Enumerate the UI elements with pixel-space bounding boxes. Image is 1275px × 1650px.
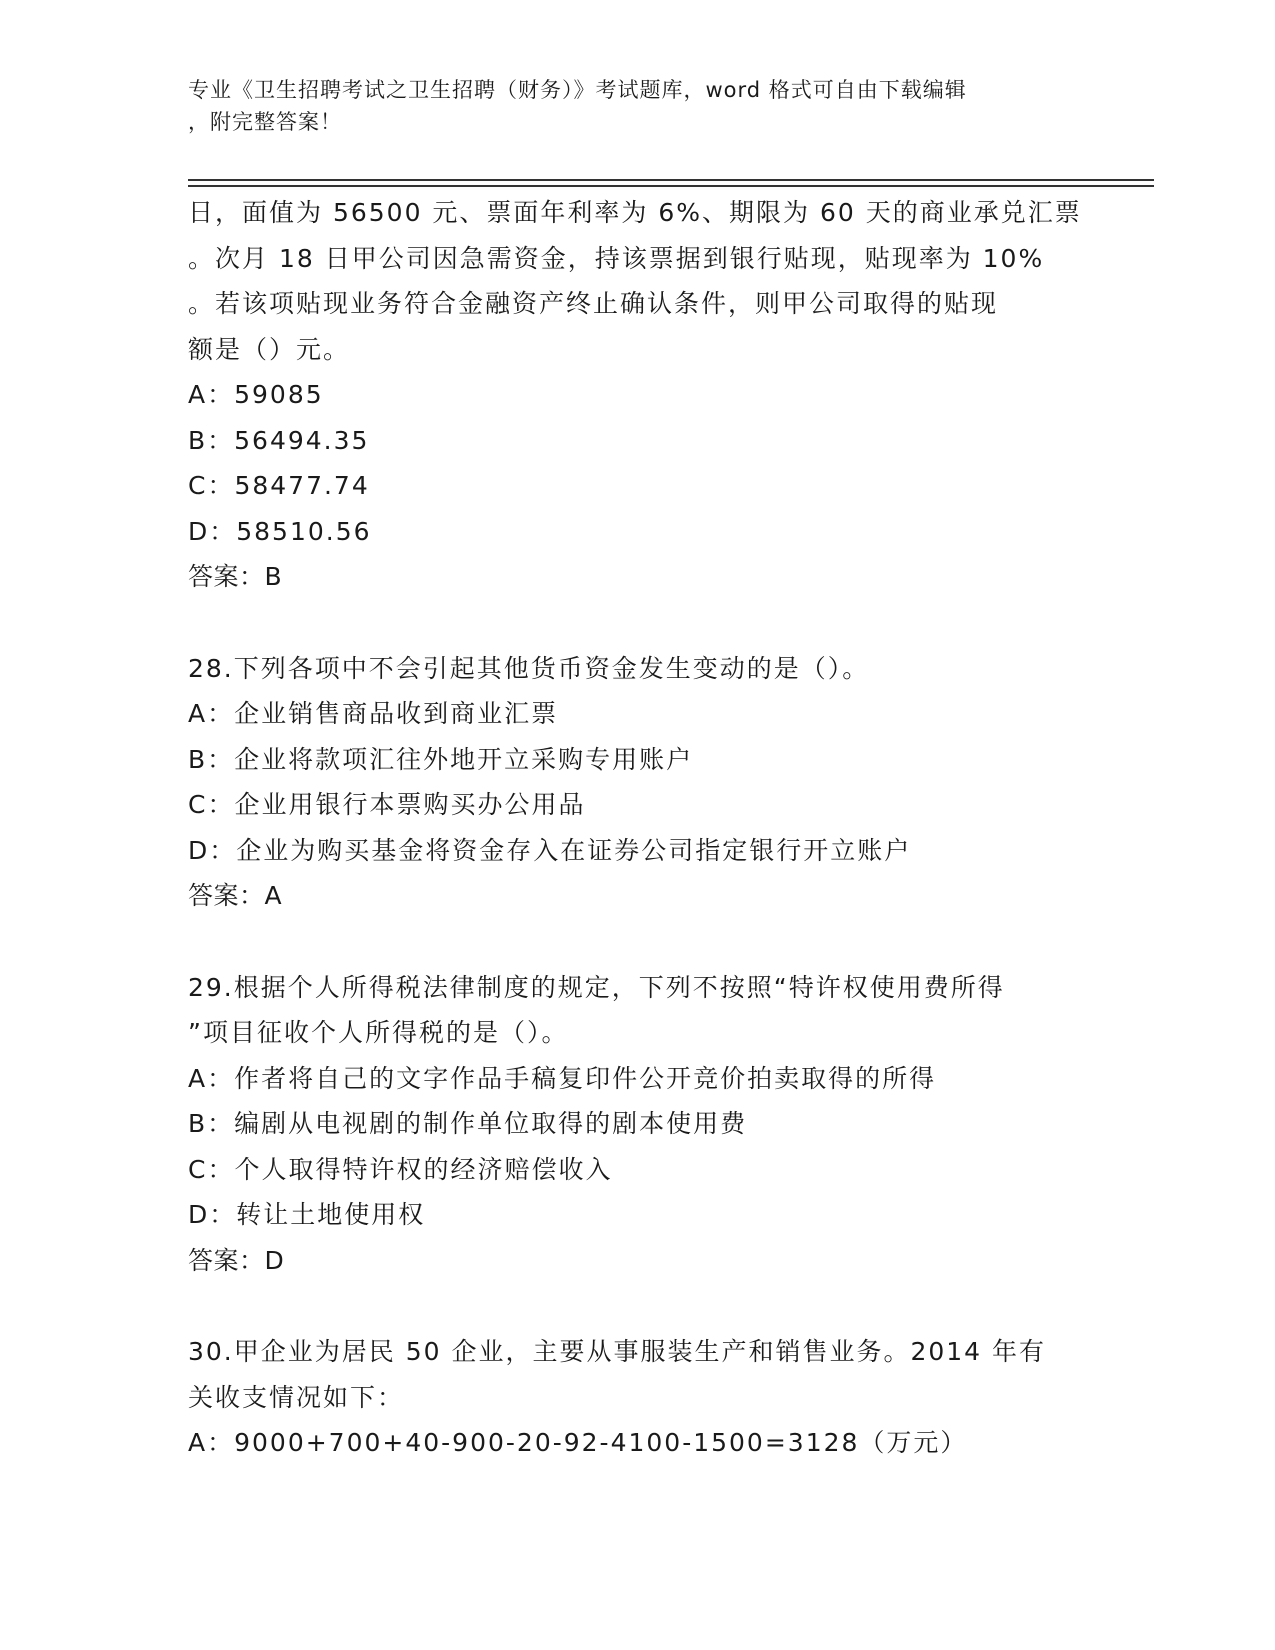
answer-line: 答案：B bbox=[188, 562, 283, 591]
option-d: D：58510.56 bbox=[188, 516, 372, 546]
header-divider-bottom bbox=[188, 185, 1154, 187]
option-b: B：编剧从电视剧的制作单位取得的剧本使用费 bbox=[188, 1109, 748, 1138]
spacer bbox=[188, 919, 1088, 965]
question-stem-line: 。次月 18 日甲公司因急需资金，持该票据到银行贴现，贴现率为 10% bbox=[188, 243, 1045, 273]
question-content bbox=[188, 190, 1088, 1466]
option-c: C：企业用银行本票购买办公用品 bbox=[188, 790, 586, 819]
option-a: A：企业销售商品收到商业汇票 bbox=[188, 699, 559, 728]
option-c: C：58477.74 bbox=[188, 471, 370, 500]
header-divider-top bbox=[188, 179, 1154, 181]
question-stem-line: 额是（）元。 bbox=[188, 334, 351, 364]
option-d: D：转让土地使用权 bbox=[188, 1200, 426, 1229]
question-stem-line: 关收支情况如下： bbox=[188, 1382, 405, 1412]
question-28 bbox=[188, 646, 1088, 919]
question-30 bbox=[188, 1329, 1088, 1466]
option-b: B：企业将款项汇往外地开立采购专用账户 bbox=[188, 744, 694, 774]
option-a: A：作者将自己的文字作品手稿复印件公开竞价拍卖取得的所得 bbox=[188, 1063, 937, 1093]
option-a: A：59085 bbox=[188, 380, 324, 409]
header-line-1: 专业《卫生招聘考试之卫生招聘（财务）》考试题库，word 格式可自由下载编辑 bbox=[188, 78, 967, 102]
option-d: D：企业为购买基金将资金存入在证券公司指定银行开立账户 bbox=[188, 835, 912, 865]
question-stem-line: 。若该项贴现业务符合金融资产终止确认条件，则甲公司取得的贴现 bbox=[188, 289, 999, 318]
question-27 bbox=[188, 190, 1088, 600]
option-a: A：9000+700+40-900-20-92-4100-1500=3128（万元） bbox=[188, 1428, 968, 1457]
question-stem-line: 30.甲企业为居民 50 企业，主要从事服装生产和销售业务。2014 年有 bbox=[188, 1337, 1047, 1366]
question-29 bbox=[188, 965, 1088, 1284]
question-stem-line: 29.根据个人所得税法律制度的规定，下列不按照“特许权使用费所得 bbox=[188, 972, 1005, 1002]
option-c: C：个人取得特许权的经济赔偿收入 bbox=[188, 1154, 613, 1184]
header-line-2: ，附完整答案！ bbox=[188, 110, 342, 134]
document-header bbox=[188, 74, 1068, 138]
question-stem-line: ”项目征收个人所得税的是（）。 bbox=[188, 1018, 569, 1047]
answer-line: 答案：A bbox=[188, 881, 283, 910]
option-b: B：56494.35 bbox=[188, 425, 370, 455]
spacer bbox=[188, 1283, 1088, 1329]
question-stem-line: 日，面值为 56500 元、票面年利率为 6%、期限为 60 天的商业承兑汇票 bbox=[188, 198, 1082, 227]
spacer bbox=[188, 600, 1088, 646]
question-stem-line: 28.下列各项中不会引起其他货币资金发生变动的是（）。 bbox=[188, 653, 870, 683]
answer-line: 答案：D bbox=[188, 1245, 285, 1275]
